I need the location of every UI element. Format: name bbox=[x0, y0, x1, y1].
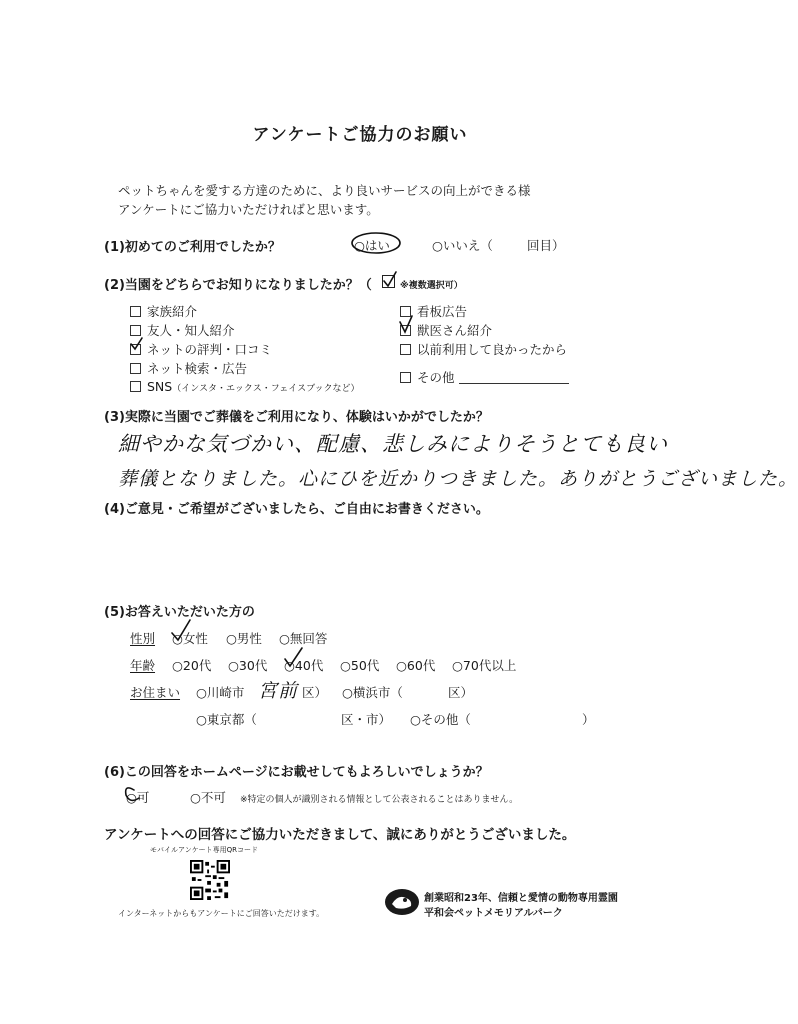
intro-line-1: ペットちゃんを愛する方達のために、より良いサービスの向上ができる様 bbox=[118, 183, 531, 198]
age-70s-option[interactable]: ○70代以上 bbox=[452, 658, 517, 673]
q3-handwritten-line-1: 細やかな気づかい、配慮、悲しみによりそうとても良い bbox=[118, 432, 668, 456]
kawasaki-ward-suffix: 区） bbox=[302, 685, 328, 700]
q2-net-review-check-mark bbox=[131, 338, 142, 349]
q2-option-friend[interactable]: 友人・知人紹介 bbox=[130, 321, 235, 339]
company-name: 平和会ペットメモリアルパーク bbox=[424, 908, 563, 919]
q1-label: (1)初めてのご利用でしたか？ bbox=[104, 240, 281, 255]
q6-yes-circle-mark bbox=[126, 788, 139, 801]
gender-female-option[interactable]: ○女性 bbox=[172, 631, 208, 646]
intro-line-2: アンケートにご協力いただければと思います。 bbox=[118, 202, 379, 217]
q1-yes-option[interactable]: ○はい bbox=[354, 238, 390, 253]
address-other-suffix: ） bbox=[582, 712, 595, 727]
age-40s-option[interactable]: ○40代 bbox=[284, 658, 324, 673]
yokohama-suffix: 区） bbox=[448, 685, 474, 700]
q3-handwritten-line-2: 葬儀となりました。心にひを近かりつきました。ありがとうございました。 bbox=[118, 468, 798, 490]
thanks-message: アンケートへの回答にご協力いただきまして、誠にありがとうございました。 bbox=[104, 827, 576, 843]
internet-note: インターネットからもアンケートにご回答いただけます。 bbox=[118, 909, 325, 918]
q2-option-other[interactable]: その他 bbox=[400, 368, 569, 386]
q2-option-net-review[interactable]: ネットの評判・口コミ bbox=[130, 340, 272, 358]
q6-no-option[interactable]: ○不可 bbox=[190, 790, 226, 805]
q2-option-net-search[interactable]: ネット検索・広告 bbox=[130, 359, 247, 377]
q6-yes-option[interactable]: ○可 bbox=[126, 790, 150, 805]
address-tokyo-option[interactable]: ○東京都（ bbox=[196, 712, 257, 727]
tokyo-suffix: 区・市） bbox=[341, 712, 392, 727]
q6-privacy-note: ※特定の個人が識別される情報として公表されることはありません。 bbox=[240, 795, 519, 805]
q2-option-signboard[interactable]: 看板広告 bbox=[400, 302, 467, 320]
gender-female-check-mark bbox=[172, 620, 190, 640]
q2-vet-check-mark bbox=[400, 316, 412, 332]
age-label: 年齢 bbox=[130, 658, 156, 673]
age-20s-option[interactable]: ○20代 bbox=[172, 658, 212, 673]
address-other-option[interactable]: ○その他（ bbox=[410, 712, 471, 727]
q2-option-vet[interactable]: 獣医さん紹介 bbox=[400, 321, 492, 339]
q1-no-option[interactable]: ○いいえ（ bbox=[432, 238, 493, 253]
q1-count-suffix: 回目） bbox=[527, 238, 565, 253]
address-yokohama-option[interactable]: ○横浜市（ bbox=[342, 685, 403, 700]
age-40s-check-mark bbox=[285, 648, 302, 666]
qr-caption: モバイルアンケート専用QRコード bbox=[150, 846, 258, 854]
address-label: お住まい bbox=[130, 685, 181, 700]
age-50s-option[interactable]: ○50代 bbox=[340, 658, 380, 673]
gender-no-answer-option[interactable]: ○無回答 bbox=[279, 631, 328, 646]
company-line-1: 創業昭和23年、信頼と愛情の動物専用霊園 bbox=[424, 893, 618, 904]
age-30s-option[interactable]: ○30代 bbox=[228, 658, 268, 673]
q5-label: (5)お答えいただいた方の bbox=[104, 605, 255, 620]
q1-yes-circle-mark bbox=[352, 233, 400, 253]
q2-option-sns[interactable]: SNS（インスタ・エックス・フェイスブックなど） bbox=[130, 379, 360, 394]
q6-label: (6)この回答をホームページにお載せしてもよろしいでしょうか？ bbox=[104, 765, 489, 780]
q3-label: (3)実際に当園でご葬儀をご利用になり、体験はいかがでしたか？ bbox=[104, 410, 489, 425]
q2-label: (2)当園をどちらでお知りになりましたか？（ bbox=[104, 278, 372, 293]
multi-select-check-mark bbox=[384, 272, 396, 286]
q2-multi-note: ※複数選択可） bbox=[400, 281, 463, 291]
page-title: アンケートご協力のお願い bbox=[252, 125, 468, 145]
gender-label: 性別 bbox=[130, 631, 156, 646]
address-kawasaki-option[interactable]: ○川崎市 bbox=[196, 685, 245, 700]
q4-label: (4)ご意見・ご希望がございましたら、ご自由にお書きください。 bbox=[104, 502, 489, 517]
gender-male-option[interactable]: ○男性 bbox=[226, 631, 262, 646]
q2-option-previous[interactable]: 以前利用して良かったから bbox=[400, 340, 567, 358]
q2-option-family[interactable]: 家族紹介 bbox=[130, 302, 197, 320]
kawasaki-ward-handwritten: 宮前 bbox=[258, 680, 299, 702]
age-60s-option[interactable]: ○60代 bbox=[396, 658, 436, 673]
